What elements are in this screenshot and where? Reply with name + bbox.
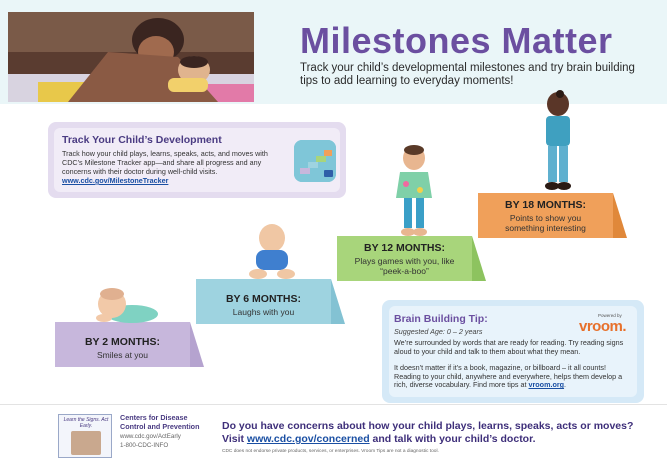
milestone-tracker-app-icon[interactable] [294, 140, 336, 182]
brain-tip-paragraph-2-end: . [564, 380, 567, 390]
concern-visit-line [222, 433, 536, 445]
milestone-tracker-link[interactable]: www.cdc.gov/MilestoneTracker [62, 176, 169, 185]
milestone-age: BY 12 MONTHS: [364, 242, 445, 254]
tracker-title: Track Your Child’s Development [62, 134, 222, 146]
milestone-step-2-months [55, 322, 190, 367]
step-12m-shadow [472, 236, 486, 281]
tracker-body-text: Track how your child plays, learns, speaks, acts, and moves with CDC’s Milestone Tracker app—and share all progress and any concerns with their doctor during well-child visits. [62, 149, 268, 176]
brain-tip-suggested-age: Suggested Age: 0 – 2 years [394, 327, 483, 336]
milestone-step-6-months [196, 279, 331, 324]
step-2m-shadow [190, 322, 204, 367]
vroom-link[interactable]: vroom.org [528, 380, 565, 390]
milestone-desc: Plays games with you, like “peek-a-boo” [354, 256, 455, 276]
cdc-name: Centers for Disease Control and Prevention [120, 413, 200, 431]
concern-visit-post: and talk with your child’s doctor. [369, 433, 536, 445]
step-18m-shadow [613, 193, 627, 238]
milestone-age: BY 2 MONTHS: [84, 336, 161, 348]
cdc-acteearly-url: www.cdc.gov/ActEarly [120, 433, 181, 440]
milestone-desc: Smiles at you [96, 350, 149, 360]
brain-tip-paragraph-2 [394, 364, 632, 390]
brain-tip-paragraph-2-text: It doesn’t matter if it’s a book, magazine, or billboard – it all counts! Reading to your child, anywhere and everywhere, helps them develop a rich, diverse vocabulary. Find more tips at [394, 363, 623, 390]
baby-18-months-image [538, 88, 578, 194]
disclaimer: CDC does not endorse private products, services, or enterprises. Vroom Tips are not a diagnostic tool. [222, 449, 439, 454]
cdc-concerned-link[interactable]: www.cdc.gov/concerned [246, 433, 370, 445]
page-subtitle: Track your child’s developmental milestones and try brain building tips to add learning to everyday moments! [300, 62, 635, 87]
step-6m-shadow [331, 279, 345, 324]
tracker-body [62, 149, 290, 185]
milestone-age: BY 6 MONTHS: [225, 293, 302, 305]
footer-divider [0, 404, 667, 405]
milestone-age: BY 18 MONTHS: [505, 199, 586, 211]
app-steps-icon [294, 140, 336, 182]
milestone-step-12-months [337, 236, 472, 281]
page-title: Milestones Matter [300, 20, 613, 61]
learn-the-signs-logo-text: Learn the Signs. Act Early. [63, 417, 109, 429]
hero-photo [8, 12, 254, 102]
brain-tip-paragraph-1: We’re surrounded by words that are ready for reading. Try reading signs aloud to your child and talk to them about what they mean. [394, 338, 624, 356]
concern-visit-pre: Visit [222, 433, 247, 445]
milestone-desc: Points to show you something interesting [505, 213, 586, 233]
concern-question: Do you have concerns about how your child plays, learns, speaks, acts or moves? [222, 420, 634, 432]
vroom-logo: vroom. [579, 318, 627, 335]
parent-baby-illustration [8, 12, 254, 102]
brain-tip-title: Brain Building Tip: [394, 313, 488, 325]
milestone-desc: Laughs with you [232, 307, 295, 317]
baby-12-months-image [392, 144, 436, 238]
vroom-powered-by: Powered by [598, 313, 622, 318]
learn-the-signs-logo [58, 414, 112, 458]
baby-6-months-image [244, 222, 300, 280]
milestone-step-18-months [478, 193, 613, 238]
logo-baby-photo [71, 431, 101, 455]
baby-2-months-image [92, 284, 162, 324]
cdc-phone: 1-800-CDC-INFO [120, 442, 169, 449]
